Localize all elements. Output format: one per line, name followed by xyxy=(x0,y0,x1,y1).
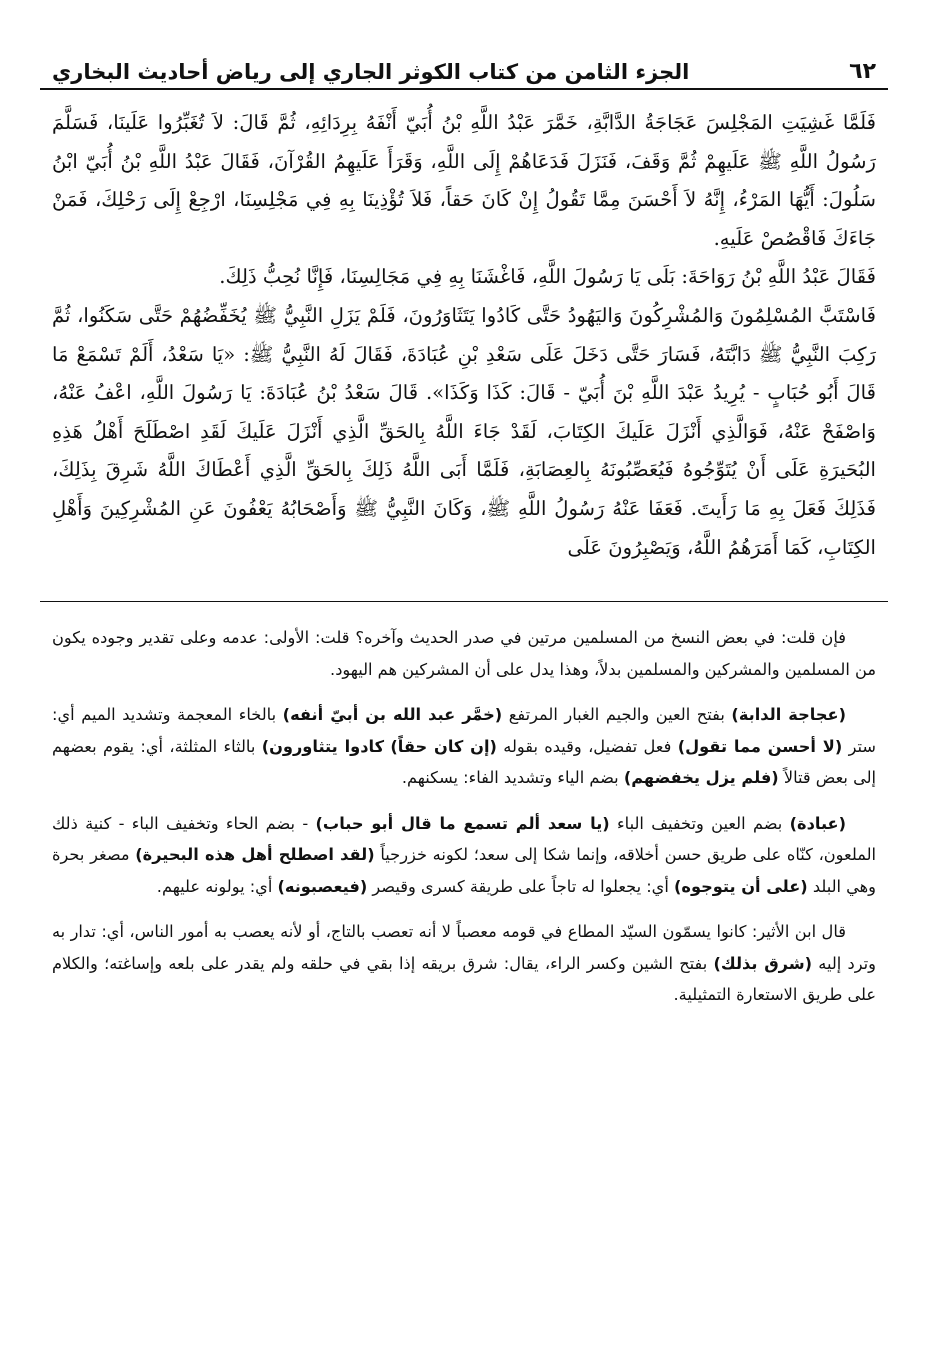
explanation: بالثاء المثلثة، أي: يقوم بعضهم إلى بعض قتالاً xyxy=(52,736,876,788)
term: (عجاجة الدابة) xyxy=(731,705,846,725)
term: (لا أحسن مما تقول) xyxy=(677,736,843,756)
term: (يا سعد ألم تسمع ما قال أبو حباب) xyxy=(315,813,610,833)
hadith-paragraph-1: فَلَمَّا غَشِيَتِ المَجْلِسَ عَجَاجَةُ الدَّابَّةِ، خَمَّرَ عَبْدُ اللَّهِ بْنُ أُبَيّ أَنْفَهُ بِرِدَائِهِ، ثُمَّ قَالَ: لاَ تُغَبِّرُوا عَلَينَا، فَسَلَّمَ رَسُولُ اللَّهِ ﷺ عَلَيهِمْ ثُمَّ وَقَفَ، فَنَزَلَ فَدَعَاهُمْ إِلَى اللَّهِ، وَقَرَأَ عَلَيهِمُ القُرْآنَ، فَقَالَ عَبْدُ اللَّهِ بْنُ أُبَيّ ابْنُ سَلُولَ: أَيُّهَا المَرْءُ، إِنَّهُ لاَ أَحْسَنَ مِمَّا تَقُولُ إِنْ كَانَ حَقاً، فَلاَ تُؤْذِينَا بِهِ فِي مَجْلِسِنَا، ارْجِعْ إِلَى رَحْلِكَ، فَمَنْ جَاءَكَ فَاقْصُصْ عَلَيهِ. xyxy=(52,111,876,250)
hadith-paragraph-2: فَقَالَ عَبْدُ اللَّهِ بْنُ رَوَاحَةَ: بَلَى يَا رَسُولَ اللَّهِ، فَاغْشَنَا بِهِ فِي مَجَالِسِنَا، فَإِنَّا نُحِبُّ ذَلِكَ. xyxy=(219,265,876,289)
term: (خمَّر عبد الله بن أبيّ أنفه) xyxy=(282,705,503,725)
explanation: أي: يولونه عليهم. xyxy=(156,876,278,896)
page-number: ٦٢ xyxy=(849,59,876,84)
hadith-text xyxy=(40,90,888,567)
commentary xyxy=(40,622,888,1011)
commentary-paragraph-2 xyxy=(52,699,876,794)
explanation: فعل تفضيل، وقيده بقوله xyxy=(496,736,678,756)
term: (لقد اصطلح أهل هذه البحيرة) xyxy=(135,845,375,865)
explanation: بفتح العين والجيم الغبار المرتفع xyxy=(502,705,732,725)
running-header xyxy=(40,40,888,84)
term: (فلم يزل يخفضهم) xyxy=(623,768,779,788)
explanation: بالخاء المعجمة وتشديد الميم أي: ستر xyxy=(52,705,876,756)
term: (شرق بذلك) xyxy=(713,953,813,973)
commentary-paragraph-4 xyxy=(52,916,876,1011)
term: (إن كان حقاً) xyxy=(390,736,497,756)
explanation: بضم العين وتخفيف الباء xyxy=(609,813,790,833)
explanation: بفتح الشين وكسر الراء، يقال: شرق بريقه إذا بقي في حلقه ولم يقدر على بلعه وإساغته؛ والكلام على طريق الاستعارة التمثيلية. xyxy=(52,953,876,1005)
commentary-paragraph-1: فإن قلت: في بعض النسخ من المسلمين مرتين في صدر الحديث وآخره؟ قلت: الأولى: عدمه وعلى تقدير وجوده يكون من المسلمين والمشركين والمسلمين بدلاً، وهذا يدل على أن المشركين هم اليهود. xyxy=(52,628,876,679)
page xyxy=(40,40,888,1341)
explanation: - بضم الحاء وتخفيف الباء - كنية ذلك الملعون، كنّاه على طريق حسن أخلاقه، وإنما شكا إلى سعد؛ لكونه خزرجياً xyxy=(52,813,877,865)
term: كادوا يتثاورون) xyxy=(261,736,384,756)
term: (على أن يتوجوه) xyxy=(674,876,808,896)
hadith-paragraph-3: فَاسْتَبَّ المُسْلِمُونَ وَالمُشْرِكُونَ وَاليَهُودُ حَتَّى كَادُوا يَتَثَاوَرُونَ، فَلَمْ يَزَلِ النَّبِيُّ ﷺ يُخَفِّضُهُمْ حَتَّى سَكَنُوا، ثُمَّ رَكِبَ النَّبِيُّ ﷺ دَابَّتَهُ، فَسَارَ حَتَّى دَخَلَ عَلَى سَعْدِ بْنِ عُبَادَةَ، فَقَالَ لَهُ النَّبِيُّ ﷺ: «يَا سَعْدُ، أَلَمْ تَسْمَعْ مَا قَالَ أَبُو حُبَابٍ - يُرِيدُ عَبْدَ اللَّهِ بْنَ أُبَيّ - قَالَ: كَذَا وَكَذَا». قَالَ سَعْدُ بْنُ عُبَادَةَ: يَا رَسُولَ اللَّهِ، اعْفُ عَنْهُ، وَاصْفَحْ عَنْهُ، فَوَالَّذِي أَنْزَلَ عَلَيكَ الكِتَابَ، لَقَدْ جَاءَ اللَّهُ بِالحَقِّ الَّذِي أَنْزَلَ عَلَيكَ لَقَدِ اصْطَلَحَ أَهْلُ هَذِهِ البُحَيرَةِ عَلَى أَنْ يُتَوِّجُوهُ فَيُعَصِّبُونَهُ بِالعِصَابَةِ، فَلَمَّا أَبَى اللَّهُ ذَلِكَ بِالحَقِّ الَّذِي أَعْطَاكَ اللَّهُ شَرِقَ بِذَلِكَ، فَذَلِكَ فَعَلَ بِهِ مَا رَأَيتَ. فَعَفَا عَنْهُ رَسُولُ اللَّهِ ﷺ، وَكَانَ النَّبِيُّ ﷺ وَأَصْحَابُهُ يَعْفُونَ عَنِ المُشْرِكِينَ وَأَهْلِ الكِتَابِ، كَمَا أَمَرَهُمُ اللَّهُ، وَيَصْبِرُونَ عَلَى xyxy=(52,303,876,559)
explanation: قال ابن الأثير: كانوا يسمّون السيّد المطاع في قومه معصباً لا أنه تعصب بالتاج، أو لأنه يعصب به أمور الناس، أي: تدار به وترد إليه xyxy=(52,922,876,973)
explanation: بضم الياء وتشديد الفاء: يسكنهم. xyxy=(401,768,624,788)
explanation: مصغر بحرة وهي البلد xyxy=(52,845,876,896)
footnote-divider xyxy=(40,601,888,602)
term: (عبادة) xyxy=(789,813,847,833)
commentary-paragraph-3 xyxy=(52,808,876,903)
book-title: الجزء الثامن من كتاب الكوثر الجاري إلى رياض أحاديث البخاري xyxy=(52,60,690,84)
term: (فيعصبونه) xyxy=(277,876,368,896)
explanation: أي: يجعلوا له تاجاً على طريقة كسرى وقيصر xyxy=(367,876,674,896)
